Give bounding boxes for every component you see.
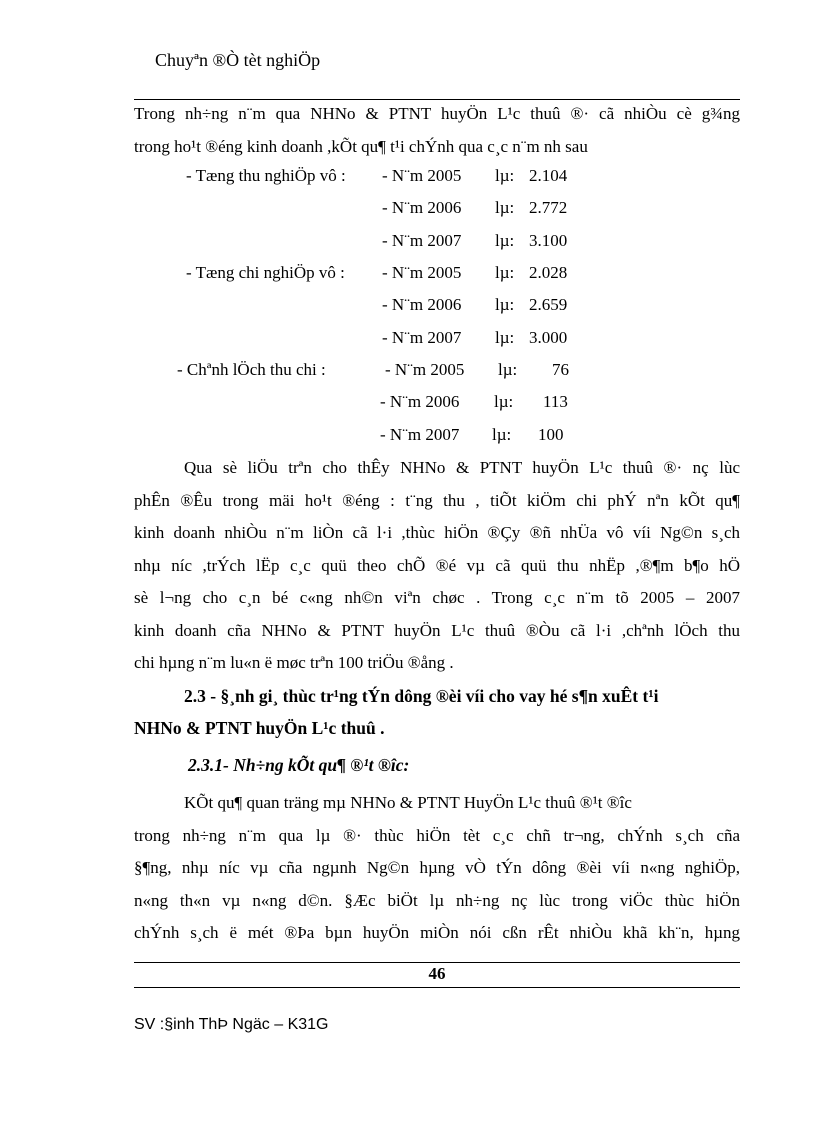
stats-unit: lµ: — [495, 328, 515, 347]
stats-year: - N¨m 2007 — [382, 231, 462, 250]
paragraph-line: trong ho¹t ®éng kinh doanh ,kÕt qu¶ t¹i chÝnh qua c¸c n¨m nh sau — [134, 136, 588, 156]
paragraph-line: chi hµng n¨m lu«n ë møc trªn 100 triÖu ®ång . — [134, 653, 454, 672]
stats-group-label: - Tæng thu nghiÖp vô : — [186, 166, 346, 185]
stats-year: - N¨m 2006 — [380, 392, 460, 411]
stats-year: - N¨m 2007 — [382, 328, 462, 347]
stats-value: 2.028 — [529, 263, 568, 282]
stats-unit: lµ: — [498, 360, 518, 379]
footer-divider-top — [134, 962, 740, 963]
stats-value: 2.659 — [529, 295, 568, 314]
footer-author: SV :§inh ThÞ Ngäc – K31G — [134, 1016, 329, 1033]
paragraph-line: phÊn ®Êu trong mäi ho¹t ®éng : t¨ng thu , tiÕt kiÖm chi phÝ nªn kÕt qu¶ — [134, 490, 740, 510]
stats-value: 76 — [552, 360, 569, 379]
body-paragraph — [134, 452, 740, 680]
stats-year: - N¨m 2005 — [385, 360, 465, 379]
footer-divider-bottom — [134, 987, 740, 988]
paragraph-line: n«ng th«n vµ n«ng d©n. §Æc biÖt lµ nh÷ng nç lùc trong viÖc thùc hiÖn — [134, 890, 740, 910]
body-paragraph — [134, 787, 740, 950]
stats-group-label: - Chªnh lÖch thu chi : — [177, 360, 326, 379]
stats-group-label: - Tæng chi nghiÖp vô : — [186, 263, 345, 282]
intro-paragraph — [134, 98, 740, 163]
paragraph-line: Trong nh÷ng n¨m qua NHNo & PTNT huyÖn L¹c thuû ®· cã nhiÒu cè g¾ng — [134, 104, 740, 123]
paragraph-line: sè l¬ng cho c¸n bé c«ng nh©n viªn chøc . Trong c¸c n¨m tõ 2005 – 2007 — [134, 588, 740, 607]
paragraph-line: trong nh÷ng n¨m qua lµ ®· thùc hiÖn tèt c¸c chñ tr¬ng, chÝnh s¸ch cña — [134, 825, 740, 845]
stats-unit: lµ: — [495, 263, 515, 282]
paragraph-line: chÝnh s¸ch ë mét ®Þa bµn huyÖn miÒn nói cßn rÊt nhiÒu khã kh¨n, hµng — [134, 923, 740, 942]
stats-value: 113 — [543, 392, 568, 411]
stats-year: - N¨m 2005 — [382, 166, 462, 185]
stats-value: 3.100 — [529, 231, 568, 250]
paragraph-line: kinh doanh nhiÒu n¨m liÒn cã l·i ,thùc hiÖn ®Çy ®ñ nhÜa vô víi Ng©n s¸ch — [134, 523, 740, 542]
paragraph-line: nhµ níc ,trÝch lËp c¸c quü theo chÕ ®é vµ cã quü thu nhËp ,®¶m b¶o hÖ — [134, 555, 740, 575]
paragraph-line: §¶ng, nhµ níc vµ cña ngµnh Ng©n hµng vÒ tÝn dông ®èi víi n«ng nghiÖp, — [134, 858, 740, 877]
section-heading — [134, 680, 740, 744]
stats-value: 100 — [538, 425, 564, 444]
subsection-heading: 2.3.1- Nh÷ng kÕt qu¶ ®¹t ®îc: — [188, 755, 410, 775]
stats-unit: lµ: — [495, 166, 515, 185]
stats-value: 3.000 — [529, 328, 568, 347]
paragraph-line: KÕt qu¶ quan träng mµ NHNo & PTNT HuyÖn L¹c thuû ®¹t ®îc — [184, 793, 632, 812]
stats-year: - N¨m 2005 — [382, 263, 462, 282]
heading-line: 2.3 - §¸nh gi¸ thùc tr¹ng tÝn dông ®èi víi cho vay hé s¶n xuÊt t¹i — [184, 686, 659, 706]
document-header-title: Chuyªn ®Ò tèt nghiÖp — [155, 50, 321, 70]
stats-value: 2.772 — [529, 198, 568, 217]
stats-unit: lµ: — [495, 295, 515, 314]
page-number: 46 — [428, 964, 446, 983]
stats-unit: lµ: — [492, 425, 512, 444]
heading-line: NHNo & PTNT huyÖn L¹c thuû . — [134, 718, 385, 738]
stats-year: - N¨m 2007 — [380, 425, 460, 444]
stats-value: 2.104 — [529, 166, 568, 185]
paragraph-line: kinh doanh cña NHNo & PTNT huyÖn L¹c thuû ®Òu cã l·i ,chªnh lÖch thu — [134, 620, 740, 640]
stats-year: - N¨m 2006 — [382, 198, 462, 217]
stats-unit: lµ: — [495, 198, 515, 217]
paragraph-line: Qua sè liÖu trªn cho thÊy NHNo & PTNT huyÖn L¹c thuû ®· nç lùc — [184, 458, 740, 477]
stats-unit: lµ: — [495, 231, 515, 250]
stats-year: - N¨m 2006 — [382, 295, 462, 314]
stats-unit: lµ: — [494, 392, 514, 411]
